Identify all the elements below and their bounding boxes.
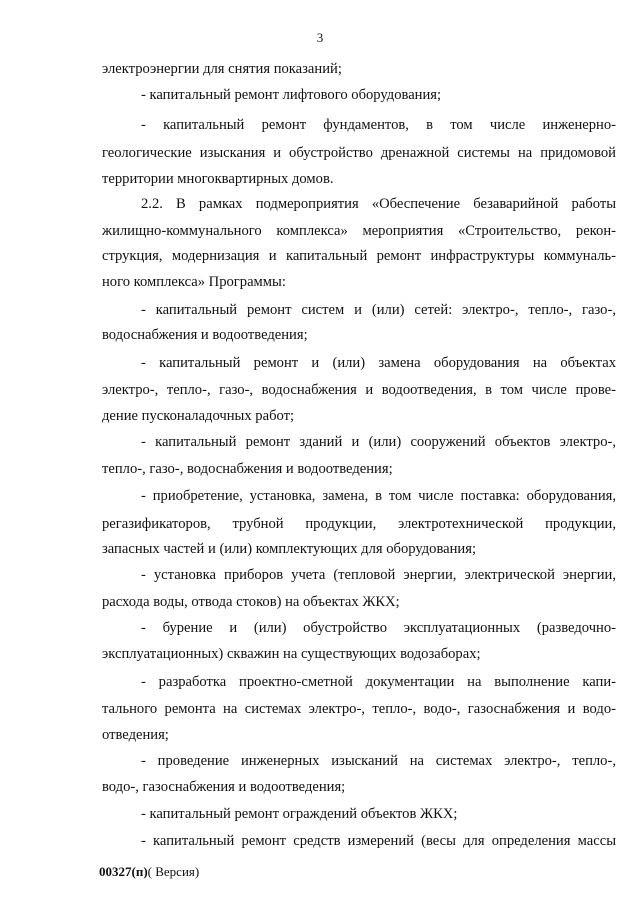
text-line: водоснабжения и водоотведения; <box>102 327 308 343</box>
text-line: - капитальный ремонт фундаментов, в том числе инженерно- <box>141 117 616 133</box>
text-line: тепло-, газо-, водоснабжения и водоотведения; <box>102 461 393 477</box>
text-line: жилищно-коммунального комплекса» мероприятия «Строительство, рекон- <box>102 223 616 239</box>
text-line: расхода воды, отвода стоков) на объектах ЖКХ; <box>102 594 400 610</box>
page-number: 3 <box>316 30 324 45</box>
text-line: тального ремонта на системах электро-, тепло-, водо-, газоснабжения и водо- <box>102 701 616 717</box>
text-line: - капитальный ремонт зданий и (или) сооружений объектов электро-, <box>141 434 616 450</box>
text-line: - капитальный ремонт и (или) замена оборудования на объектах <box>141 355 616 371</box>
text-line: - установка приборов учета (тепловой энергии, электрической энергии, <box>141 567 616 583</box>
text-line: электро-, тепло-, газо-, водоснабжения и водоотведения, в том числе прове- <box>102 382 616 398</box>
document-code: 00327(п) <box>99 864 148 879</box>
document-version: ( Версия) <box>147 864 200 879</box>
text-line: ного комплекса» Программы: <box>102 274 286 290</box>
text-line: дение пусконаладочных работ; <box>102 408 295 424</box>
text-line: эксплуатационных) скважин на существующих водозаборах; <box>102 646 481 662</box>
text-line: - проведение инженерных изысканий на системах электро-, тепло-, <box>141 753 616 769</box>
text-line: отведения; <box>102 727 169 743</box>
text-line: - капитальный ремонт средств измерений (весы для определения массы <box>141 833 616 849</box>
text-line: территории многоквартирных домов. <box>102 171 334 187</box>
text-line: электроэнергии для снятия показаний; <box>102 61 342 77</box>
document-footer <box>99 864 199 880</box>
text-line: - капитальный ремонт систем и (или) сетей: электро-, тепло-, газо-, <box>141 302 616 318</box>
text-line: струкция, модернизация и капитальный ремонт инфраструктуры коммуналь- <box>102 248 616 264</box>
text-line: запасных частей и (или) комплектующих для оборудования; <box>102 541 477 557</box>
text-line: - капитальный ремонт лифтового оборудования; <box>141 87 442 103</box>
text-line: - разработка проектно-сметной документации на выполнение капи- <box>141 674 616 690</box>
text-line: - приобретение, установка, замена, в том числе поставка: оборудования, <box>141 488 616 504</box>
text-line: - капитальный ремонт ограждений объектов ЖКХ; <box>141 806 458 822</box>
text-line: 2.2. В рамках подмероприятия «Обеспечение безаварийной работы <box>141 196 616 212</box>
text-line: - бурение и (или) обустройство эксплуатационных (разведочно- <box>141 620 616 636</box>
text-line: регазификаторов, трубной продукции, электротехнической продукции, <box>102 516 616 532</box>
text-line: геологические изыскания и обустройство дренажной системы на придомовой <box>102 145 616 161</box>
text-line: водо-, газоснабжения и водоотведения; <box>102 779 346 795</box>
